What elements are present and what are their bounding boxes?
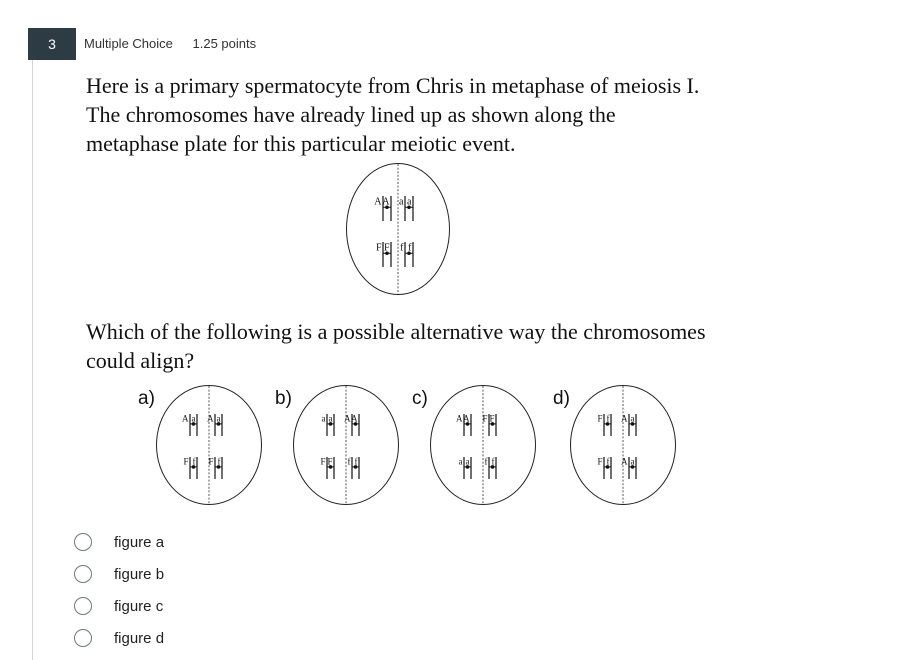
option-figure-label-b: b)	[275, 388, 292, 409]
allele-label: a	[458, 456, 463, 467]
allele-label: f	[606, 413, 610, 424]
choice-figure-c[interactable]	[72, 590, 164, 622]
option-figure-label-d: d)	[553, 388, 570, 409]
allele-label: f	[217, 456, 221, 467]
question-meta	[84, 36, 272, 51]
allele-label: A	[621, 456, 628, 467]
allele-label: a	[321, 413, 326, 424]
allele-label: F	[375, 242, 382, 254]
radio-button[interactable]	[74, 597, 92, 615]
allele-label: a	[630, 413, 635, 424]
allele-label: a	[465, 456, 470, 467]
allele-label: a	[399, 196, 404, 208]
radio-button[interactable]	[74, 533, 92, 551]
choice-figure-d[interactable]	[72, 622, 164, 654]
allele-label: F	[597, 413, 603, 424]
allele-label: F	[597, 456, 603, 467]
allele-label: F	[320, 456, 326, 467]
allele-label: A	[374, 196, 382, 208]
allele-label: A	[621, 413, 628, 424]
option-figure-label-c: c)	[412, 388, 428, 409]
allele-label: a	[630, 456, 635, 467]
choice-figure-b[interactable]	[72, 558, 164, 590]
allele-label: f	[192, 456, 196, 467]
question-number: 3	[28, 28, 76, 60]
choice-label: figure d	[114, 629, 165, 647]
allele-label: F	[383, 242, 390, 254]
option-figure-label-a: a)	[138, 388, 155, 409]
option-cell-figure-d	[569, 384, 679, 508]
allele-label: F	[489, 413, 495, 424]
option-cell-figure-b	[292, 384, 402, 508]
question-type: Multiple Choice	[84, 36, 173, 51]
allele-label: f	[491, 456, 495, 467]
allele-label: a	[407, 196, 412, 208]
allele-label: A	[207, 413, 214, 424]
allele-label: A	[182, 413, 189, 424]
question-points: 1.25 points	[192, 36, 257, 51]
choice-label: figure c	[114, 597, 164, 615]
allele-label: A	[463, 413, 470, 424]
radio-button[interactable]	[74, 565, 92, 583]
allele-label: a	[328, 413, 333, 424]
allele-label: a	[216, 413, 221, 424]
question-stem-part1: Here is a primary spermatocyte from Chris in metaphase of meiosis I. The chromosomes have already lined up as shown along the metaphase plate for this particular meiotic event.	[86, 73, 700, 156]
allele-label: A	[382, 196, 390, 208]
choice-label: figure b	[114, 565, 165, 583]
option-cell-figure-a	[155, 384, 265, 508]
option-cell-figure-c	[429, 384, 539, 508]
allele-label: f	[400, 242, 404, 254]
question-left-rule	[32, 60, 33, 660]
allele-label: A	[351, 413, 358, 424]
answer-choices	[72, 526, 164, 654]
allele-label: f	[606, 456, 610, 467]
allele-label: f	[484, 456, 488, 467]
allele-label: f	[347, 456, 351, 467]
allele-label: f	[354, 456, 358, 467]
choice-label: figure a	[114, 533, 165, 551]
allele-label: F	[208, 456, 214, 467]
main-cell-figure	[345, 162, 455, 300]
allele-label: F	[183, 456, 189, 467]
allele-label: A	[456, 413, 463, 424]
allele-label: F	[327, 456, 333, 467]
allele-label: a	[191, 413, 196, 424]
radio-button[interactable]	[74, 629, 92, 647]
choice-figure-a[interactable]	[72, 526, 164, 558]
allele-label: A	[344, 413, 351, 424]
allele-label: F	[482, 413, 488, 424]
allele-label: f	[408, 242, 412, 254]
question-stem-part2: Which of the following is a possible alternative way the chromosomes could align?	[86, 319, 706, 373]
